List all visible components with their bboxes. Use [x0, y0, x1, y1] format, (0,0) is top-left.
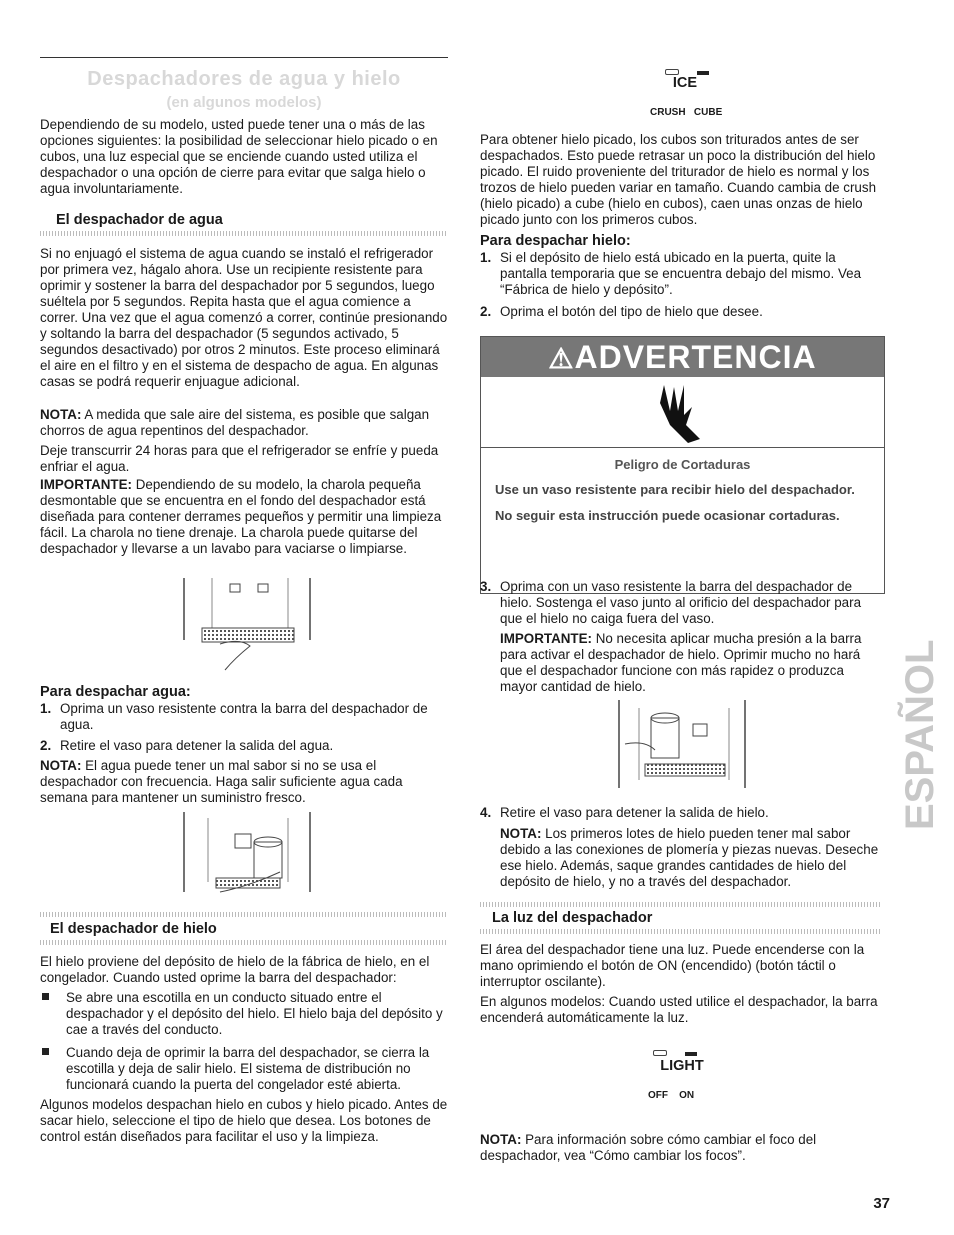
ice-steps	[480, 250, 882, 320]
ice-note: NOTA: Los primeros lotes de hielo pueden tener mal sabor debido a las conexiones de plomería y piezas nuevas. Deseche ese hielo. Además, saque grandes cantidades de hielo del depósito de hielo, y no a través del despachador.	[500, 826, 879, 889]
cube-button[interactable]: CUBE	[693, 107, 723, 118]
light-heading: La luz del despachador	[492, 910, 653, 926]
list-item: 4. Retire el vaso para detener la salida de hielo.	[480, 805, 769, 820]
page-subtitle: (en algunos modelos)	[166, 94, 322, 111]
ice-paragraph: El hielo proviene del depósito de hielo de la fábrica de hielo, en el congelador. Cuando usted oprime la barra del despachador:	[40, 954, 430, 985]
list-item: Cuando deja de oprimir la barra del despachador, se cierra la escotilla y deja de salir hielo. El sistema de distribución no funcionará cuando la puerta del congelador esté abierta.	[40, 1045, 448, 1093]
list-item: 2. Oprima el botón del tipo de hielo que desee.	[480, 304, 763, 319]
water-heading: El despachador de agua	[56, 212, 223, 228]
water-paragraph-2: Deje transcurrir 24 horas para que el refrigerador se enfríe y pueda enfriar el agua.	[40, 443, 439, 474]
warning-box	[480, 336, 885, 594]
section-rule	[40, 940, 448, 945]
ice-paragraph-2: Algunos modelos despachan hielo en cubos y hielo picado. Antes de sacar hielo, seleccione el tipo de hielo que desea. Los botones de control están diseñados para facilitar el uso y la limpieza.	[40, 1097, 448, 1144]
warning-symbol-area	[481, 377, 884, 448]
page-title: Despachadores de agua y hielo	[87, 68, 401, 90]
section-rule	[480, 929, 882, 934]
water-glass-illustration	[180, 812, 315, 902]
section-rule	[40, 912, 448, 917]
header-rule	[40, 57, 448, 58]
ice-glass-illustration	[615, 700, 750, 792]
light-control-options	[648, 1090, 728, 1101]
warning-line-1: Use un vaso resistente para recibir hielo del despachador.	[495, 482, 855, 497]
water-note: NOTA: A medida que sale aire del sistema, es posible que salgan chorros de agua repentinos del despachador.	[40, 407, 430, 438]
ice-heading: El despachador de hielo	[50, 921, 217, 937]
list-item: 3. Oprima con un vaso resistente la barra del despachador de hielo. Sostenga el vaso junto al orificio del despachador para que el hielo no caiga fuera del vaso.	[480, 579, 862, 626]
water-tray-illustration	[180, 578, 315, 678]
language-side-label: ESPAÑOL	[898, 639, 942, 830]
light-on-button[interactable]: ON	[679, 1090, 695, 1101]
water-paragraph: Si no enjuagó el sistema de agua cuando se instaló el refrigerador por primera vez, hágalo ahora. Use un recipiente resistente para oprimir y sostener la barra del despachador por 5 segundos, luego suéltela por 5 segundos. Repita hasta que el agua comience a correr. Una vez que el agua comenzó a correr, continúe presionando y soltando la barra del despachador (5 segundos activado, 5 segundos desactivado) por otros 2 minutos. Este proceso eliminará el aire en el filtro y en el sistema de despacho de agua. En algunas casas se podrá requerir enjuague adicional.	[40, 246, 448, 389]
water-note-2: NOTA: El agua puede tener un mal sabor si no se usa el despachador con frecuencia. Haga salir suficiente agua cada semana para mantener un suministro fresco.	[40, 758, 403, 805]
warning-header: ⚠ADVERTENCIA	[481, 337, 884, 377]
ice-step-3	[480, 579, 882, 627]
light-off-button[interactable]: OFF	[648, 1090, 668, 1101]
ice-paragraph-3: Para obtener hielo picado, los cubos son triturados antes de ser despachados. Esto puede retrasar un poco la distribución del hielo picado. El ruido proveniente del triturador de hielo es normal y los trozos de hielo pueden variar en tamaño. Cuando cambia de crush (hielo picado) a cube (hielo en cubos), caen unas onzas de hielo picado junto con los primeros cubos.	[480, 132, 877, 227]
ice-control-label: ICE	[672, 75, 698, 91]
list-item: 1. Oprima un vaso resistente contra la barra del despachador de agua.	[40, 701, 428, 732]
ice-important: IMPORTANTE: No necesita aplicar mucha presión a la barra para activar el despachador de hielo. Oprimir mucho no hará que el despachador funcione con más rapidez o produzca mayor cantidad de hielo.	[500, 631, 862, 694]
off-indicator-icon	[653, 1050, 667, 1056]
intro-paragraph: Dependiendo de su modelo, usted puede tener una o más de las opciones siguientes: la posibilidad de seleccionar hielo picado o en cubos, una luz especial que se enciende cuando usted utiliza el despachador o una opción de cierre para evitar que salga hielo o agua involuntariamente.	[40, 117, 438, 196]
list-item: 2. Retire el vaso para detener la salida del agua.	[40, 738, 334, 753]
cut-hazard-icon	[656, 381, 706, 443]
water-important: IMPORTANTE: Dependiendo de su modelo, la charola pequeña desmontable que se encuentra en el fondo del despachador está diseñada para contener derrames pequeños y permitir una limpieza fácil. La charola no tiene drenaje. La charola puede quitarse del despachador y llevarse a un lavabo para vaciarse o limpiarse.	[40, 477, 442, 556]
section-rule	[40, 231, 448, 236]
warning-triangle-icon: ⚠	[548, 343, 575, 374]
list-item: 1. Si el depósito de hielo está ubicado en la puerta, quite la pantalla temporaria que se encuentra debajo del mismo. Vea “Fábrica de hielo y depósito”.	[480, 250, 862, 297]
hazard-title: Peligro de Cortaduras	[614, 457, 751, 472]
bullet-icon	[42, 993, 49, 1000]
water-steps	[40, 701, 448, 754]
ice-control-options	[650, 107, 740, 118]
dispense-water-heading: Para despachar agua:	[40, 684, 191, 700]
ice-step-4	[480, 805, 882, 821]
ice-bullets	[40, 990, 448, 1093]
page-number: 37	[873, 1195, 890, 1212]
section-rule	[480, 902, 882, 907]
bullet-icon	[42, 1048, 49, 1055]
light-note: NOTA: Para información sobre cómo cambiar el foco del despachador, vea “Cómo cambiar los focos”.	[480, 1132, 817, 1163]
light-paragraph: El área del despachador tiene una luz. Puede encenderse con la mano oprimiendo el botón de ON (encendido) (botón táctil o interruptor oscilante).	[480, 942, 865, 989]
light-control-label: LIGHT	[660, 1058, 704, 1074]
warning-line-2: No seguir esta instrucción puede ocasionar cortaduras.	[495, 508, 840, 523]
dispense-ice-heading: Para despachar hielo:	[480, 233, 631, 249]
on-indicator-icon	[685, 1052, 697, 1056]
crush-button[interactable]: CRUSH	[650, 107, 686, 118]
list-item: Se abre una escotilla en un conducto situado entre el despachador y el depósito del hielo. El hielo baja del depósito y cae a través del conducto.	[40, 990, 448, 1038]
light-paragraph-2: En algunos modelos: Cuando usted utilice el despachador, la barra encenderá automáticamente la luz.	[480, 994, 878, 1025]
